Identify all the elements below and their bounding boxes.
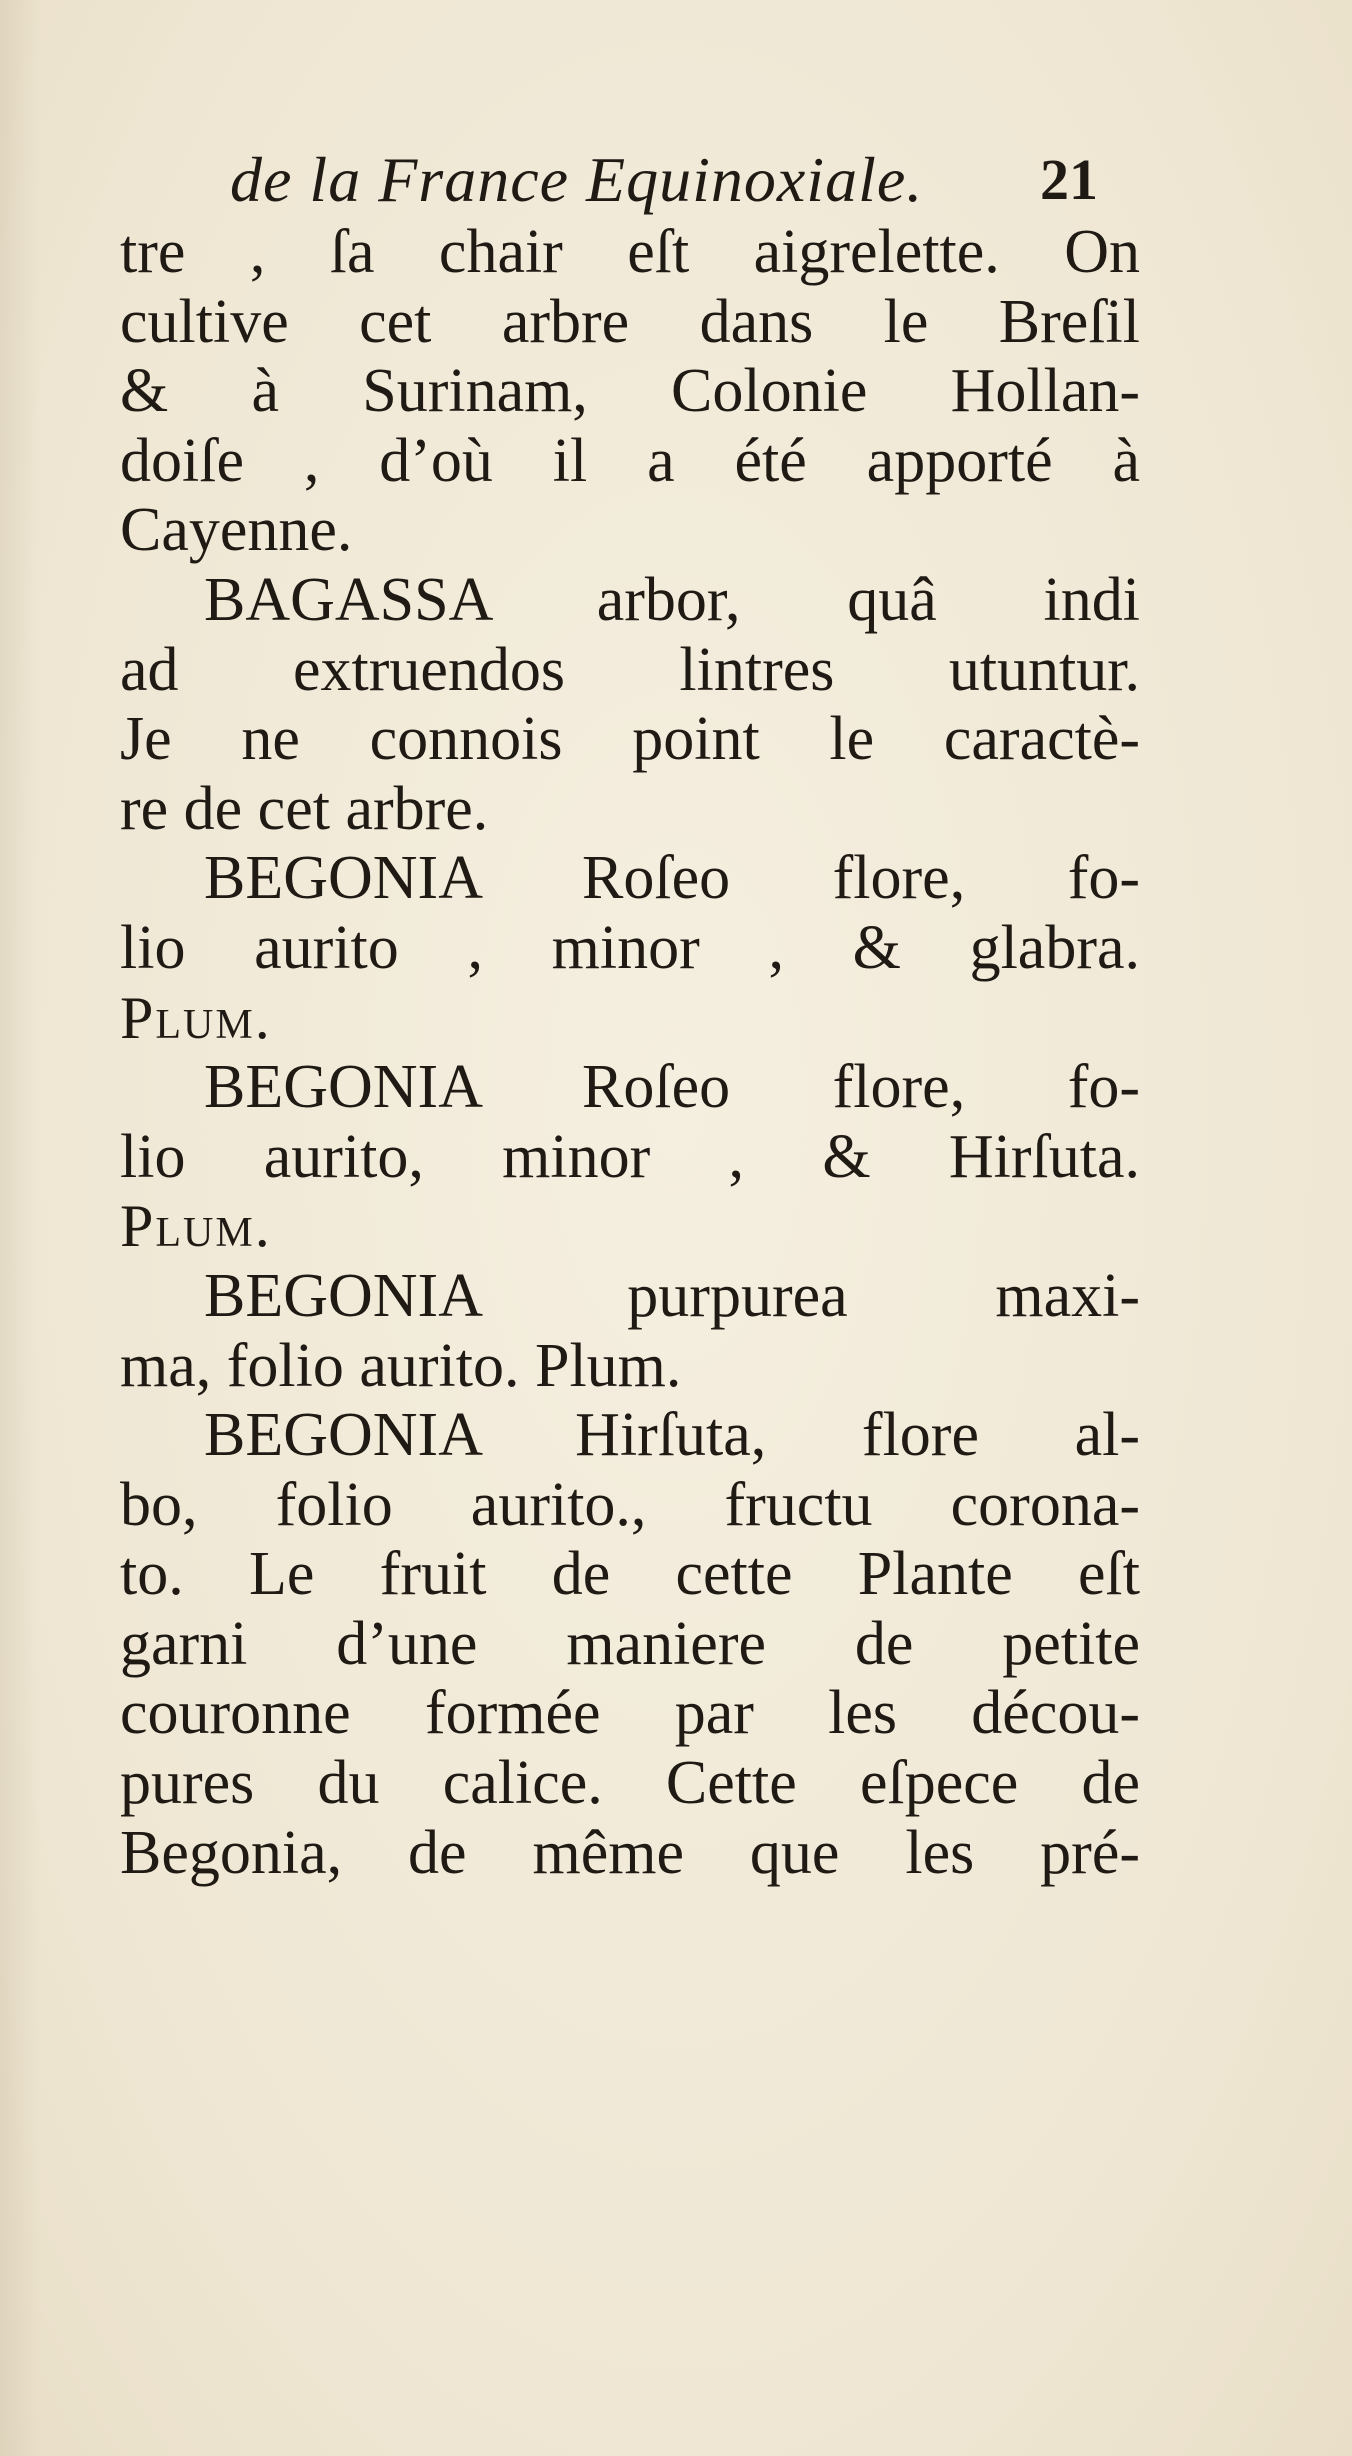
entry-begonia-4: BEGONIA Hirſuta, flore al- (204, 1401, 1140, 1470)
author-abbrev (120, 984, 1140, 1054)
text-line: re de cet arbre. (120, 774, 489, 843)
text-line: lio aurito , minor , & glabra. (120, 913, 1140, 982)
body-text (120, 218, 1140, 1888)
page-number: 21 (1040, 147, 1098, 212)
text-line: garni d’une maniere de petite (120, 1609, 1140, 1678)
text-line: cultive cet arbre dans le Breſil (120, 287, 1140, 356)
text-line: lio aurito, minor , & Hirſuta. (120, 1122, 1140, 1191)
text-line: ma, folio aurito. Plum. (120, 1331, 682, 1400)
text-line: to. Le fruit de cette Plante eſt (120, 1540, 1140, 1609)
page-gutter-shadow (0, 0, 40, 2456)
author-plum: Plum. (120, 1193, 272, 1260)
author-abbrev (120, 1192, 1140, 1262)
text-line: Je ne connois point le caractè- (120, 705, 1140, 774)
text-line: Begonia, de même que les pré- (120, 1818, 1140, 1887)
text-line: pures du calice. Cette eſpece de (120, 1749, 1140, 1818)
entry-begonia-3: BEGONIA purpurea maxi- (204, 1261, 1140, 1330)
text-line: tre , ſa chair eſt aigrelette. On (120, 218, 1140, 286)
running-title: de la France Equinoxiale. (230, 144, 924, 215)
text-line: Cayenne. (120, 496, 353, 565)
author-plum: Plum. (120, 984, 272, 1051)
entry-bagassa: BAGASSA arbor, quâ indi (204, 565, 1140, 634)
entry-begonia-2: BEGONIA Roſeo flore, fo- (204, 1053, 1140, 1122)
entry-begonia-1: BEGONIA Roſeo flore, fo- (204, 844, 1140, 913)
text-line: ad extruendos lintres utuntur. (120, 635, 1140, 704)
text-line: doiſe , d’où il a été apporté à (120, 426, 1140, 495)
text-line: & à Surinam, Colonie Hollan- (120, 357, 1140, 426)
text-line: couronne formée par les décou- (120, 1679, 1140, 1748)
text-line: bo, folio aurito., fructu corona- (120, 1470, 1140, 1539)
